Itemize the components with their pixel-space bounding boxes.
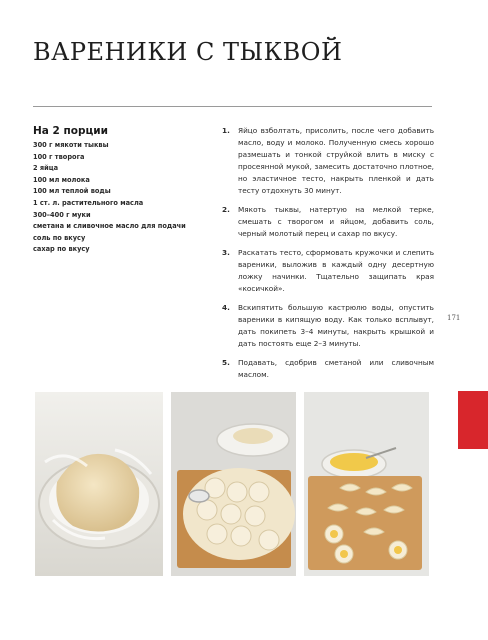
step-text: Яйцо взболтать, присолить, после чего добавить масло, воду и молоко. Полученную смесь хорошо размешать и тонкой струйкой влить в миску с просеянной мукой, замесить достаточно плотное, но эластичное тесто, накрыть пленкой и дать тесту отдохнуть 30 минут. [238,126,434,195]
ingredient-item: сметана и сливочное масло для подачи [33,222,186,231]
step-text: Подавать, сдобрив сметаной или сливочным маслом. [238,358,434,379]
instruction-step [222,125,434,197]
ingredient-item: 1 ст. л. растительного масла [33,198,144,207]
ingredient-item: 2 яйца [33,164,59,173]
ingredient-item: 300 г мякоти тыквы [33,141,109,149]
page-number: 171 [447,314,461,322]
ingredient-item: 100 мл теплой воды [33,187,111,196]
ingredient-item: 100 г творога [33,152,85,161]
step-text: Раскатать тесто, сформовать кружочки и слепить вареники, выложив в каждый одну десертную ложку начинки. Тщательно защипать края «косичкой». [238,248,434,293]
step-text: Мякоть тыквы, натертую на мелкой терке, смешать с творогом и яйцом, добавить соль, черный молотый перец и сахар по вкусу. [238,205,434,238]
ingredient-item: 300–400 г муки [33,210,91,219]
chapter-tab [458,391,488,449]
recipe-title: ВАРЕНИКИ С ТЫКВОЙ [33,38,343,66]
header-divider [33,106,432,107]
step-number: 2. [222,205,230,214]
instruction-step [222,357,434,381]
step-number: 1. [222,126,230,135]
ingredient-item: сахар по вкусу [33,245,90,254]
instruction-step [222,204,434,240]
vareniki-illustration [304,392,429,576]
ingredient-item: соль по вкусу [33,233,86,242]
servings-heading: На 2 порции [33,125,108,137]
instruction-step [222,247,434,295]
ingredients-list [33,140,203,256]
rolled-dough-illustration [171,392,296,576]
ingredient-item: 100 мл молока [33,175,90,184]
ingredients-section [33,125,203,256]
step-number: 4. [222,303,230,312]
step-number: 3. [222,248,230,257]
step-text: Вскипятить большую кастрюлю воды, опустить вареники в кипящую воду. Как только всплывут, дать покипеть 3–4 минуты, накрыть крышкой и дать постоять еще 2–3 минуты. [238,303,434,348]
photo-rolled-dough [171,392,296,576]
photo-vareniki [304,392,429,576]
instructions-list [222,125,434,388]
step-number: 5. [222,358,230,367]
photo-dough-bowl [35,392,163,576]
dough-bowl-illustration [35,392,163,576]
instruction-step [222,302,434,350]
